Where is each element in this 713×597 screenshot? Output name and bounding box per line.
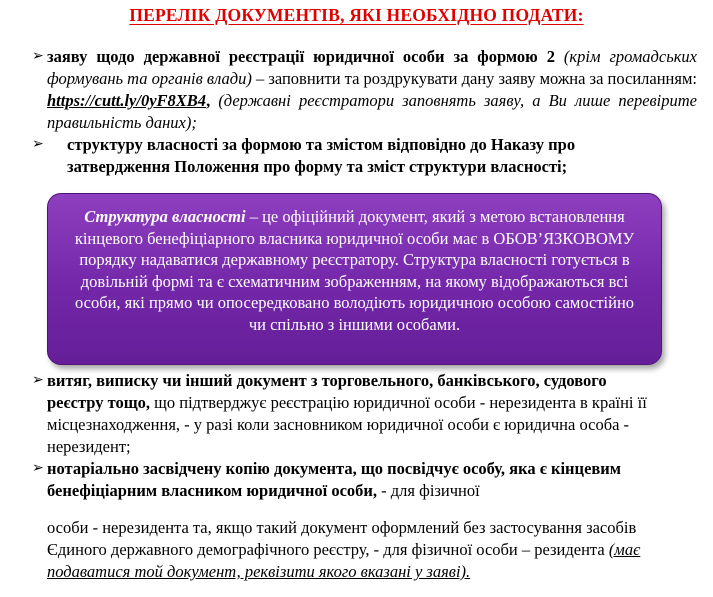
item-text: , <box>206 91 211 110</box>
callout-text: – це офіційний документ, який з метою встановлення кінцевого бенефіціарного власника юридичної особи має в ОБОВ’ЯЗКОВОМУ порядку надаватися державному реєстратору. Структура власності готується в довільній формі та є схематичним зображенням, на якому відображаються всі особи, які прямо чи опосередковано володіють юридичною особою самостійно чи спільно з іншими особами. <box>74 207 635 334</box>
list-item <box>32 458 697 588</box>
arrow-bullet-icon: ➢ <box>32 137 44 152</box>
item-bold-text: структуру власності за формою та змістом відповідно до Наказу про затвердження Положення про форму та зміст структури власності; <box>67 135 576 176</box>
item-italic-note: (державні реєстратори заповнять заяву, а Ви лише перевірите правильність даних); <box>47 91 698 132</box>
item-bold-text: нотаріально засвідчену копію документа, що посвідчує особу, яка є кінцевим бенефіціарним власником юридичної особи, <box>47 459 622 500</box>
arrow-bullet-icon: ➢ <box>32 49 44 64</box>
ownership-structure-callout <box>47 193 662 365</box>
item-text: - для фізичної <box>381 481 480 500</box>
list-item <box>32 46 697 134</box>
arrow-bullet-icon: ➢ <box>32 461 44 476</box>
item-italic-note: (має подаватися той документ, реквізити якого вказані у заяві). <box>47 540 641 581</box>
list-item <box>32 134 697 178</box>
arrow-bullet-icon: ➢ <box>32 373 44 388</box>
list-item <box>32 370 697 458</box>
page-title: ПЕРЕЛІК ДОКУМЕНТІВ, ЯКІ НЕОБХІДНО ПОДАТИ: <box>129 5 584 25</box>
item-text: особи - нерезидента та, якщо такий документ оформлений без застосування засобів Єдиного державного демографічного реєстру, - для фізичної особи – резидента <box>47 518 637 559</box>
item-italic-note: (крім громадських формувань та органів влади) <box>47 47 698 88</box>
form-link[interactable]: https://cutt.ly/0yF8XB4 <box>47 91 207 110</box>
item-text: – заповнити та роздрукувати дану заяву можна за посиланням: <box>255 69 697 88</box>
item-text: що підтверджує реєстрацію юридичної особи - нерезидента в країні її місцезнаходження, - у разі коли засновником юридичної особи є юридична особа - нерезидент; <box>47 393 647 456</box>
callout-term: Структура власності <box>84 207 246 226</box>
item-bold-text: витяг, виписку чи інший документ з торговельного, банківського, судового реєстру тощо, <box>47 371 607 412</box>
item-bold-text: заяву щодо державної реєстрації юридичної особи за формою 2 <box>47 47 555 66</box>
